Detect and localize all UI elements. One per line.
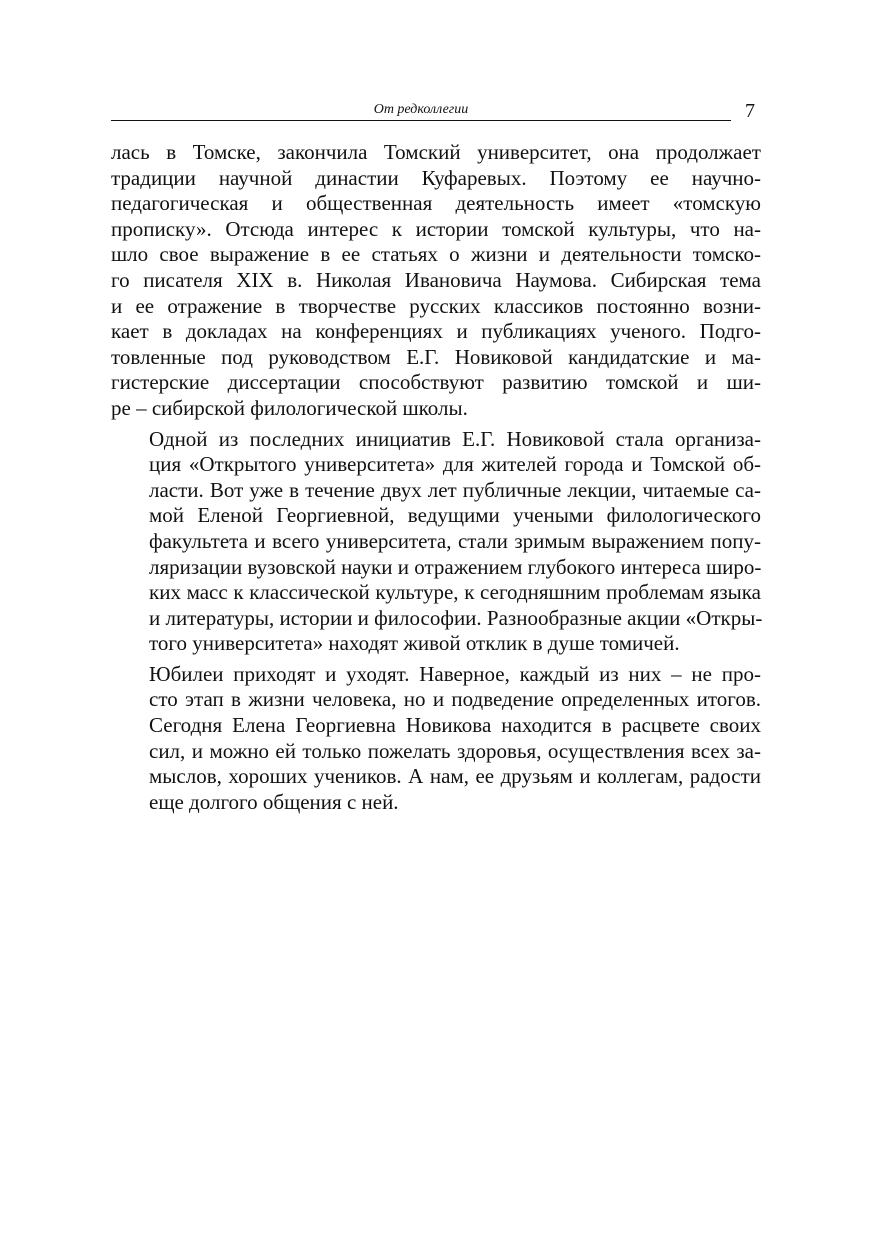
text-line: того университета» находят живой отклик в душе томичей. xyxy=(149,631,680,656)
paragraph-3 xyxy=(111,662,761,816)
paragraph-2 xyxy=(111,427,761,657)
text-line: факультета и всего университета, стали зримым выражением попу- xyxy=(149,528,761,553)
text-line: го писателя XIX в. Николая Ивановича Наумова. Сибирская тема xyxy=(111,267,761,292)
text-line: Одной из последних инициатив Е.Г. Новиковой стала организа- xyxy=(149,426,761,451)
text-line: Сегодня Елена Георгиевна Новикова находится в расцвете своих xyxy=(149,713,761,738)
text-line: ласти. Вот уже в течение двух лет публичные лекции, читаемые са- xyxy=(149,477,761,502)
text-line: и ее отражение в творчестве русских классиков постоянно возни- xyxy=(111,293,761,318)
text-line: ляризации вузовской науки и отражением глубокого интереса широ- xyxy=(149,554,762,579)
text-line: лась в Томске, закончила Томский университет, она продолжает xyxy=(111,140,761,164)
text-line: сто этап в жизни человека, но и подведение определенных итогов. xyxy=(149,687,761,712)
page-number: 7 xyxy=(745,100,755,122)
text-line: товленные под руководством Е.Г. Новиковой кандидатские и ма- xyxy=(111,344,761,369)
text-line: сил, и можно ей только пожелать здоровья, осуществления всех за- xyxy=(149,738,761,763)
text-line: ких масс к классической культуре, к сегодняшним проблемам языка xyxy=(149,580,761,605)
running-title: От редколлегии xyxy=(373,102,469,117)
paragraph-1 xyxy=(111,140,761,422)
text-line: ре – сибирской филологической школы. xyxy=(111,395,468,420)
text-line: гистерские диссертации способствуют развитию томской и ши- xyxy=(111,370,761,395)
text-line: традиции научной династии Куфаревых. Поэтому ее научно- xyxy=(111,165,761,190)
text-line: Юбилеи приходят и уходят. Наверное, каждый из них – не про- xyxy=(149,661,761,686)
text-line: прописку». Отсюда интерес к истории томской культуры, что на- xyxy=(111,216,761,241)
text-line: и литературы, истории и философии. Разнообразные акции «Откры- xyxy=(149,605,763,630)
text-line: мой Еленой Георгиевной, ведущими учеными филологического xyxy=(149,503,761,528)
text-line: педагогическая и общественная деятельность имеет «томскую xyxy=(111,191,761,216)
text-line: кает в докладах на конференциях и публикациях ученого. Подго- xyxy=(111,319,761,344)
running-header xyxy=(111,100,731,121)
text-line: еще долгого общения с ней. xyxy=(149,789,399,814)
text-line: ция «Открытого университета» для жителей города и Томской об- xyxy=(149,452,761,477)
text-line: шло свое выражение в ее статьях о жизни и деятельности томско- xyxy=(111,242,761,267)
text-line: мыслов, хороших учеников. А нам, ее друзьям и коллегам, радости xyxy=(149,764,761,789)
body-text xyxy=(111,140,761,820)
